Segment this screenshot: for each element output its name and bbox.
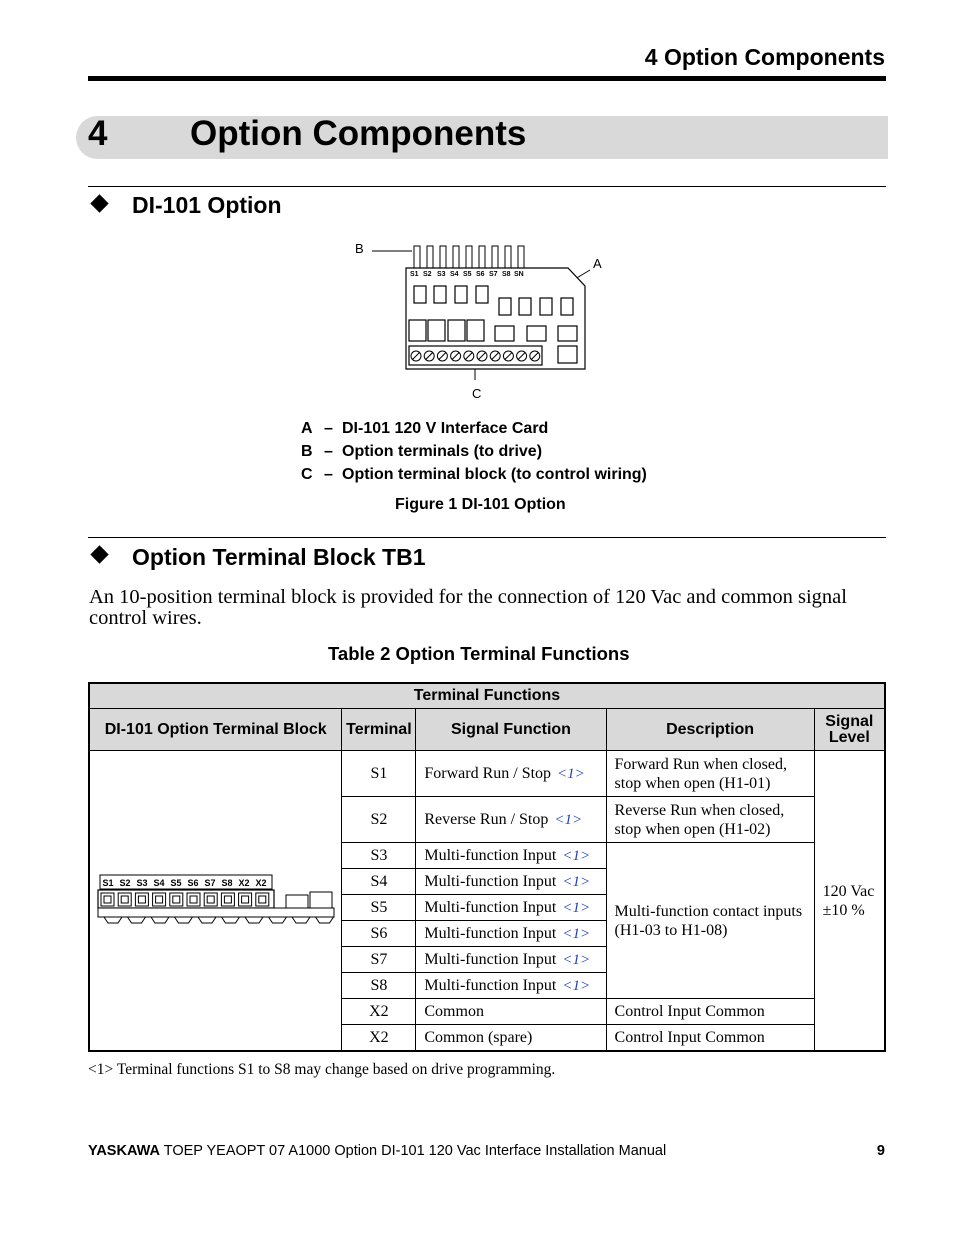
legend-letter: C	[301, 466, 313, 483]
block-foot	[104, 917, 122, 923]
legend-dash: –	[324, 420, 333, 437]
column-header: DI-101 Option Terminal Block	[89, 709, 342, 751]
header-pin	[453, 246, 459, 268]
pin-label: S4	[450, 271, 459, 278]
table-group-header: Terminal Functions	[89, 683, 885, 709]
block-foot	[151, 917, 169, 923]
terminal-cell: X2	[342, 999, 416, 1025]
header-pin	[440, 246, 446, 268]
block-label: S1	[102, 877, 114, 888]
block-feet	[104, 917, 334, 923]
legend-dash: –	[324, 466, 333, 483]
pin-label: S3	[437, 271, 446, 278]
signal-text: Multi-function Input	[424, 924, 557, 942]
page-footer	[88, 1143, 666, 1159]
header-pin	[479, 246, 485, 268]
block-foot	[315, 917, 333, 923]
header-pin	[427, 246, 433, 268]
legend-text: DI-101 120 V Interface Card	[342, 420, 549, 437]
block-foot	[221, 917, 239, 923]
footnote-ref: <1>	[562, 977, 591, 994]
terminal-cell: S1	[342, 751, 416, 797]
footnote-ref: <1>	[562, 899, 591, 916]
terminal-cell: S2	[342, 797, 416, 843]
column-header: Terminal	[342, 709, 416, 751]
signal-text: Multi-function Input	[424, 950, 557, 968]
footnote-ref: <1>	[562, 847, 591, 864]
table-caption: Table 2 Option Terminal Functions	[328, 643, 630, 664]
terminal-block-cell	[89, 751, 342, 1052]
signal-function-cell	[416, 797, 606, 843]
section-title-tb1: Option Terminal Block TB1	[132, 544, 426, 570]
terminal-cell: S5	[342, 895, 416, 921]
header-pin	[492, 246, 498, 268]
header-pin	[414, 246, 420, 268]
signal-function-cell	[416, 999, 606, 1025]
section-rule	[88, 186, 886, 187]
column-header: Description	[606, 709, 814, 751]
description-cell: Multi-function contact inputs (H1-03 to H1-08)	[606, 843, 814, 999]
legend-item-a	[301, 420, 548, 438]
signal-function-cell	[416, 843, 606, 869]
header-pin	[466, 246, 472, 268]
signal-function-cell	[416, 921, 606, 947]
block-foot	[268, 917, 286, 923]
block-foot	[292, 917, 310, 923]
block-label: X2	[255, 877, 267, 888]
pin-label: S5	[463, 271, 472, 278]
signal-function-cell	[416, 751, 606, 797]
footnote-ref: <1>	[562, 925, 591, 942]
signal-text: Reverse Run / Stop	[424, 810, 549, 828]
block-label: S2	[119, 877, 131, 888]
signal-function-cell	[416, 1025, 606, 1052]
signal-text: Multi-function Input	[424, 898, 557, 916]
description-cell: Control Input Common	[606, 1025, 814, 1052]
footer-title: TOEP YEAOPT 07 A1000 Option DI-101 120 Vac Interface Installation Manual	[159, 1143, 667, 1159]
legend-letter: A	[301, 420, 313, 437]
terminal-cell: X2	[342, 1025, 416, 1052]
legend-letter: B	[301, 443, 313, 460]
legend-text: Option terminal block (to control wiring)	[342, 466, 647, 483]
block-foot	[174, 917, 192, 923]
legend-dash: –	[324, 443, 333, 460]
signal-text: Forward Run / Stop	[424, 764, 552, 782]
legend-item-b	[301, 443, 542, 461]
terminal-cell: S4	[342, 869, 416, 895]
block-label: S5	[170, 877, 182, 888]
header-pin	[518, 246, 524, 268]
pin-label: SN	[514, 271, 524, 278]
option-terminal-pins	[414, 246, 524, 268]
description-cell: Forward Run when closed, stop when open (H1-01)	[606, 751, 814, 797]
signal-function-cell	[416, 895, 606, 921]
signal-function-cell	[416, 973, 606, 999]
signal-function-cell	[416, 869, 606, 895]
column-header: Signal Function	[416, 709, 606, 751]
chapter-title: Option Components	[190, 114, 527, 153]
callout-c: C	[472, 386, 482, 401]
footnote-ref: <1>	[562, 951, 591, 968]
block-label: S7	[204, 877, 216, 888]
page-number: 9	[876, 1143, 885, 1159]
callout-a: A	[593, 256, 602, 271]
terminal-cell: S3	[342, 843, 416, 869]
footer-brand: YASKAWA	[88, 1143, 160, 1159]
column-header: Signal Level	[814, 709, 885, 751]
signal-function-cell	[416, 947, 606, 973]
description-cell: Reverse Run when closed, stop when open (H1-02)	[606, 797, 814, 843]
header-rule	[88, 76, 886, 81]
footnote-ref: <1>	[557, 765, 585, 782]
signal-text: Common (spare)	[424, 1029, 533, 1046]
header-pin	[505, 246, 511, 268]
block-label: S8	[221, 877, 233, 888]
pin-label: S1	[410, 271, 419, 278]
signal-level-cell: 120 Vac ±10 %	[814, 751, 885, 1052]
running-header: 4 Option Components	[644, 44, 885, 70]
legend-item-c	[301, 466, 647, 484]
section-title-di101: DI-101 Option	[132, 192, 282, 218]
pin-label: S6	[476, 271, 485, 278]
footnote-ref: <1>	[554, 811, 583, 828]
footnote-ref: <1>	[562, 873, 591, 890]
block-foot	[198, 917, 216, 923]
block-label: X2	[238, 877, 250, 888]
signal-text: Multi-function Input	[424, 846, 557, 864]
chapter-number: 4	[88, 114, 108, 153]
description-cell: Control Input Common	[606, 999, 814, 1025]
table-footnote: <1> Terminal functions S1 to S8 may change based on drive programming.	[88, 1061, 556, 1078]
legend-text: Option terminals (to drive)	[342, 443, 543, 460]
signal-text: Common	[424, 1003, 484, 1020]
bullet-diamond-icon	[90, 194, 108, 212]
block-label: S3	[136, 877, 148, 888]
di101-card-figure	[340, 236, 610, 406]
terminal-cell: S8	[342, 973, 416, 999]
body-paragraph: An 10-position terminal block is provided for the connection of 120 Vac and common signal control wires.	[89, 586, 847, 629]
pin-label: S8	[502, 271, 511, 278]
bullet-diamond-icon	[90, 545, 108, 563]
block-label: S6	[187, 877, 199, 888]
block-foot	[245, 917, 263, 923]
figure-caption: Figure 1 DI-101 Option	[395, 496, 566, 513]
terminal-functions-table	[88, 682, 886, 1052]
callout-b: B	[355, 241, 364, 256]
signal-text: Multi-function Input	[424, 976, 557, 994]
block-foot	[127, 917, 145, 923]
signal-text: Multi-function Input	[424, 872, 557, 890]
block-label: S4	[153, 877, 165, 888]
terminal-cell: S6	[342, 921, 416, 947]
pin-label: S7	[489, 271, 498, 278]
terminal-cell: S7	[342, 947, 416, 973]
table-row	[89, 751, 885, 797]
pin-label: S2	[423, 271, 432, 278]
terminal-block-drawing	[96, 871, 336, 931]
section-rule	[88, 537, 886, 538]
